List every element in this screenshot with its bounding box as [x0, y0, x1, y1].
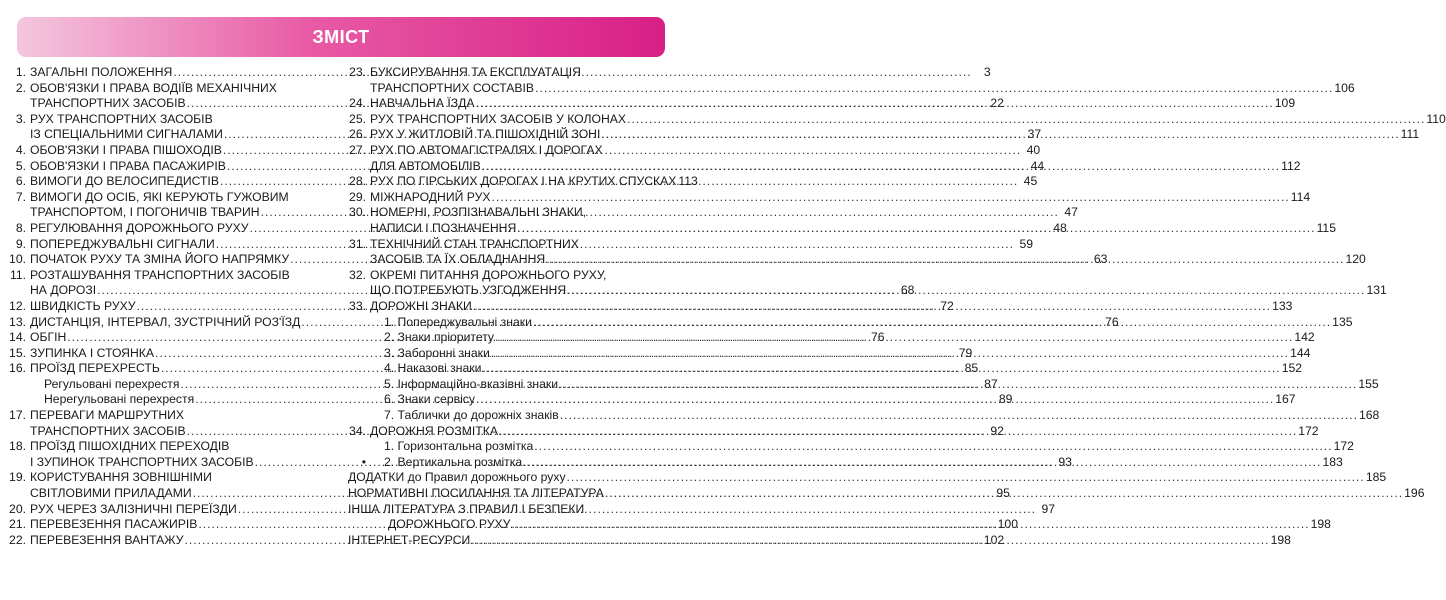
toc-entry-number: 17. — [9, 408, 26, 423]
toc-entry-title: 5. Інформаційно-вказівні знаки — [384, 376, 559, 391]
toc-entry-title: І ЗУПИНОК ТРАНСПОРТНИХ ЗАСОБІВ — [30, 454, 254, 469]
toc-entry — [348, 111, 1446, 128]
toc-entry-page: 113 — [678, 174, 698, 189]
toc-entry-page: 106 — [1334, 80, 1355, 95]
toc-entry-page: 110 — [1426, 111, 1446, 126]
toc-entry-title: ТРАНСПОРТОМ, І ПОГОНИЧІВ ТВАРИН — [30, 205, 260, 220]
leader-dots — [560, 408, 1358, 424]
toc-entry-page: 183 — [1322, 454, 1343, 469]
toc-entry-title: ІНТЕРНЕТ-РЕСУРСИ — [348, 532, 471, 547]
leader-dots — [492, 190, 1290, 206]
leader-dots — [567, 470, 1365, 486]
toc-entry-page: 112 — [1281, 158, 1301, 173]
leader-dots — [473, 299, 1271, 315]
toc-entry-page: 22 — [990, 96, 1004, 111]
toc-entry-page: 131 — [1366, 283, 1387, 298]
toc-entry-number: 5. — [15, 158, 26, 173]
page-title: ЗМІСТ — [312, 26, 370, 47]
toc-entry-number: 13. — [9, 314, 26, 329]
toc-entry-title: 1. Попереджувальні знаки — [384, 314, 532, 329]
toc-entry-number: 11. — [9, 267, 26, 282]
toc-entry-page: 47 — [1064, 205, 1078, 220]
toc-entry-page: 79 — [958, 345, 973, 360]
toc-entry-title: ЩО ПОТРЕБУЮТЬ УЗГОДЖЕННЯ — [370, 283, 567, 298]
toc-entry-page: 76 — [870, 330, 885, 345]
toc-entry-page: 185 — [1365, 470, 1387, 485]
toc-entry-number: 21. — [9, 517, 26, 532]
toc-entry-page: 135 — [1332, 314, 1353, 329]
header-bar — [17, 17, 665, 57]
toc-entry-number: 25. — [349, 111, 366, 126]
toc-entry-page: 44 — [1030, 158, 1045, 173]
toc-entry-page: 59 — [1019, 236, 1033, 251]
toc-entry-number: 20. — [9, 501, 26, 516]
toc-entry-page: 76 — [1105, 314, 1119, 329]
toc-entry-title: НОМЕРНІ, РОЗПІЗНАВАЛЬНІ ЗНАКИ, — [370, 205, 587, 220]
toc-entry-number: 33. — [349, 298, 366, 313]
leader-dots — [523, 455, 1321, 471]
toc-entry-number: 24. — [349, 96, 366, 111]
toc-entry-title: ЗАГАЛЬНІ ПОЛОЖЕННЯ — [30, 65, 173, 79]
toc-entry-title: ОБГІН — [30, 330, 67, 345]
toc-entry-title: ОБОВ'ЯЗКИ І ПРАВА ПАСАЖИРІВ — [30, 158, 226, 173]
toc-entry-page: 63 — [1093, 252, 1108, 267]
toc-entry-title: ДОРОЖНЯ РОЗМІТКА — [370, 423, 498, 438]
toc-entry-page: 196 — [1404, 486, 1425, 501]
toc-entry-number: 26. — [349, 127, 366, 142]
toc-entry-title: НА ДОРОЗІ — [30, 283, 97, 298]
toc-entry-title: 1. Горизонтальна розмітка — [384, 439, 534, 454]
toc-entry-title: РУХ ТРАНСПОРТНИХ ЗАСОБІВ У КОЛОНАХ — [370, 111, 627, 126]
toc-entry-title: ДОРОЖНЬОГО РУХУ — [388, 517, 511, 532]
toc-entry-page: 115 — [1316, 220, 1336, 235]
toc-entry-title: Нерегульовані перехрестя — [44, 392, 195, 407]
toc-entry-number: 8. — [15, 220, 26, 235]
toc-entry-title: БУКСИРУВАННЯ ТА ЕКСПЛУАТАЦІЯ — [370, 65, 581, 79]
toc-entry-title: НАВЧАЛЬНА ЇЗДА — [370, 96, 475, 111]
toc-entry-title: ШВИДКІСТЬ РУХУ — [30, 298, 136, 313]
toc-entry-page: 37 — [1027, 127, 1042, 142]
toc-entry-title: ОБОВ'ЯЗКИ І ПРАВА ВОДІЇВ МЕХАНІЧНИХ — [30, 80, 277, 95]
toc-entry-title: КОРИСТУВАННЯ ЗОВНІШНІМИ — [30, 470, 212, 485]
toc-entry-title: ТРАНСПОРТНИХ ЗАСОБІВ — [30, 96, 186, 111]
leader-dots — [491, 346, 1289, 362]
toc-entry-title: ІЗ СПЕЦІАЛЬНИМИ СИГНАЛАМИ — [30, 127, 223, 142]
toc-entry-page: 85 — [964, 361, 979, 376]
toc-entry-page: 142 — [1294, 330, 1315, 345]
toc-entry-number: 32. — [349, 267, 366, 282]
toc-entry — [348, 65, 1355, 96]
toc-entry-page: 120 — [1345, 252, 1366, 267]
toc-entry-number: 10. — [9, 252, 26, 267]
leader-dots — [533, 315, 1331, 331]
toc-entry-title: РУХ ПО ГІРСЬКИХ ДОРОГАХ І НА КРУТИХ СПУСКАХ — [370, 174, 677, 189]
toc-entry-number: 31. — [349, 236, 366, 251]
toc-entry-title: ПРОЇЗД ПІШОХІДНИХ ПЕРЕХОДІВ — [30, 439, 230, 454]
toc-entry-title: НАПИСИ І ПОЗНАЧЕННЯ — [370, 220, 517, 235]
toc-entry-page: 198 — [1310, 517, 1331, 532]
toc-entry-number: 22. — [9, 532, 26, 547]
leader-dots — [546, 252, 1344, 268]
toc-entry-title: ДОДАТКИ до Правил дорожнього руху — [348, 470, 566, 485]
toc-entry-title: ВИМОГИ ДО ОСІБ, ЯКІ КЕРУЮТЬ ГУЖОВИМ — [30, 189, 289, 204]
toc-entry-title: ЗУПИНКА І СТОЯНКА — [30, 345, 155, 360]
toc-entry-number: 30. — [349, 205, 366, 220]
toc-entry-title: ПРОЇЗД ПЕРЕХРЕСТЬ — [30, 361, 160, 376]
toc-entry-title: ТЕХНІЧНИЙ СТАН ТРАНСПОРТНИХ — [370, 236, 579, 251]
toc-entry-title: РУХ ЧЕРЕЗ ЗАЛІЗНИЧНІ ПЕРЕЇЗДИ — [30, 501, 237, 516]
toc-entry-page: 198 — [1270, 532, 1291, 547]
toc-entry-title: 6. Знаки сервісу — [384, 392, 475, 407]
toc-entry-number: 29. — [349, 189, 366, 204]
toc-entry-title: ПЕРЕВЕЗЕННЯ ВАНТАЖУ — [30, 532, 184, 547]
leader-dots — [495, 330, 1293, 346]
leader-dots — [482, 159, 1280, 175]
toc-entry-page: 97 — [1041, 501, 1056, 516]
toc-entry-page: 172 — [1298, 423, 1319, 438]
toc-entry-title: ОКРЕМІ ПИТАННЯ ДОРОЖНЬОГО РУХУ, — [370, 267, 607, 282]
toc-entry-title: МІЖНАРОДНИЙ РУХ — [370, 189, 491, 204]
toc-entry-title: 7. Таблички до дорожніх знаків — [384, 408, 559, 423]
toc-entry-title: ОБОВ'ЯЗКИ І ПРАВА ПІШОХОДІВ — [30, 142, 222, 157]
toc-entry-title: ІНША ЛІТЕРАТУРА З ПРАВИЛ І БЕЗПЕКИ — [348, 501, 585, 516]
toc-entry-title: ДОРОЖНІ ЗНАКИ — [370, 298, 472, 313]
toc-entry-title: ДИСТАНЦІЯ, ІНТЕРВАЛ, ЗУСТРІЧНИЙ РОЗ'ЇЗД — [30, 314, 301, 329]
toc-entry-title: 2. Знаки пріоритету — [384, 330, 495, 345]
toc-entry-title: НОРМАТИВНІ ПОСИЛАННЯ ТА ЛІТЕРАТУРА — [348, 486, 604, 501]
toc-entry-number: • — [361, 454, 366, 469]
leader-dots — [534, 439, 1332, 455]
toc-entry-title: СВІТЛОВИМИ ПРИЛАДАМИ — [30, 486, 192, 501]
leader-dots — [475, 96, 1273, 112]
toc-entry-title: 3. Заборонні знаки — [384, 345, 490, 360]
toc-entry-number: 14. — [9, 330, 26, 345]
toc-entry-page: 95 — [996, 486, 1010, 501]
leader-dots — [535, 81, 1333, 97]
toc-entry-title: РУХ ПО АВТОМАГІСТРАЛЯХ І ДОРОГАХ — [370, 142, 603, 157]
toc-entry-title: ТРАНСПОРТНИХ СОСТАВІВ — [370, 80, 535, 95]
toc-entry-title: РЕГУЛЮВАННЯ ДОРОЖНЬОГО РУХУ — [30, 220, 249, 235]
toc-entry-number: 4. — [15, 142, 26, 157]
toc-entry-title: ПЕРЕВЕЗЕННЯ ПАСАЖИРІВ — [30, 517, 198, 532]
toc-entry-number: 7. — [15, 189, 26, 204]
toc-entry-page: 93 — [1058, 454, 1072, 469]
toc-entry-title: ПОЧАТОК РУХУ ТА ЗМІНА ЙОГО НАПРЯМКУ — [30, 252, 290, 267]
leader-dots — [601, 127, 1399, 143]
toc-entry-number: 27. — [349, 142, 366, 157]
toc-entry-number: 3. — [15, 111, 26, 126]
toc-entry-title: Регульовані перехрестя — [44, 376, 180, 391]
leader-dots — [511, 517, 1309, 533]
toc-entry-number: 15. — [9, 345, 26, 360]
toc-entry-page: 102 — [983, 532, 1005, 547]
toc-entry-title: ПОПЕРЕДЖУВАЛЬНІ СИГНАЛИ — [30, 236, 215, 251]
toc-entry-page: 172 — [1333, 439, 1354, 454]
toc-entry-title: ЗАСОБІВ ТА ЇХ ОБЛАДНАННЯ — [370, 252, 546, 267]
toc-entry — [348, 408, 1380, 424]
toc-entry-title: 2. Вертикальна розмітка — [384, 454, 523, 469]
leader-dots — [605, 486, 1403, 502]
toc-entry-number: 9. — [15, 236, 26, 251]
toc-entry-page: 133 — [1272, 298, 1293, 313]
toc-entry-number: 12. — [9, 298, 26, 313]
toc-entry-title: РОЗТАШУВАННЯ ТРАНСПОРТНИХ ЗАСОБІВ — [30, 267, 290, 282]
leader-dots — [482, 361, 1280, 377]
toc-entry — [348, 470, 1387, 486]
toc-entry-title: РУХ У ЖИТЛОВІЙ ТА ПІШОХІДНІЙ ЗОНІ — [370, 127, 601, 142]
toc-entry-number: 1. — [15, 65, 26, 79]
toc-entry-page: 114 — [1290, 189, 1311, 204]
toc-entry-page: 109 — [1274, 96, 1296, 111]
toc-entry-page: 45 — [1023, 174, 1038, 189]
toc-entry-page: 100 — [997, 517, 1018, 532]
toc-entry-page: 92 — [990, 423, 1004, 438]
toc-entry-page: 168 — [1359, 408, 1380, 423]
toc-entry-page: 144 — [1290, 345, 1311, 360]
leader-dots — [499, 424, 1297, 440]
toc-entry-title: ВИМОГИ ДО ВЕЛОСИПЕДИСТІВ — [30, 174, 219, 189]
toc-entry-number: 28. — [349, 174, 366, 189]
leader-dots — [517, 221, 1315, 237]
leader-dots — [471, 533, 1269, 549]
toc-entry-number: 16. — [9, 361, 26, 376]
toc-entry-title: РУХ ТРАНСПОРТНИХ ЗАСОБІВ — [30, 111, 213, 126]
toc-entry-number: 34. — [349, 423, 366, 438]
toc-entry-page: 40 — [1026, 142, 1041, 157]
toc-entry-page: 68 — [900, 283, 915, 298]
toc-entry-number: 6. — [15, 174, 26, 189]
toc-entry-page: 111 — [1400, 127, 1420, 142]
toc-entry — [348, 189, 1311, 206]
leader-dots — [567, 283, 1365, 299]
toc-entry-page: 87 — [984, 376, 998, 391]
toc-entry-number: 23. — [349, 65, 366, 79]
toc-entry — [348, 174, 698, 190]
leader-dots — [559, 377, 1357, 393]
toc-entry-number: 2. — [15, 80, 26, 95]
toc-entry-page: 72 — [940, 298, 954, 313]
toc-entry-title: ТРАНСПОРТНИХ ЗАСОБІВ — [30, 423, 186, 438]
toc-entry-page: 48 — [1053, 220, 1067, 235]
toc-entry-number: 19. — [9, 470, 26, 485]
toc-entry-title: 4. Наказові знаки — [384, 361, 482, 376]
toc-entry — [348, 439, 1354, 455]
leader-dots — [627, 112, 1425, 128]
leader-dots — [476, 392, 1274, 408]
toc-entry-page: 155 — [1358, 376, 1379, 391]
toc-entry-title: ПЕРЕВАГИ МАРШРУТНИХ — [30, 408, 185, 423]
toc-entry-page: 167 — [1275, 392, 1296, 407]
toc-entry-page: 89 — [998, 392, 1013, 407]
toc-entry-page: 152 — [1281, 361, 1303, 376]
toc-entry-page: 3 — [983, 65, 991, 79]
toc-entry-number: 18. — [9, 439, 26, 454]
toc-entry-title: ДЛЯ АВТОМОБІЛІВ — [370, 158, 481, 173]
